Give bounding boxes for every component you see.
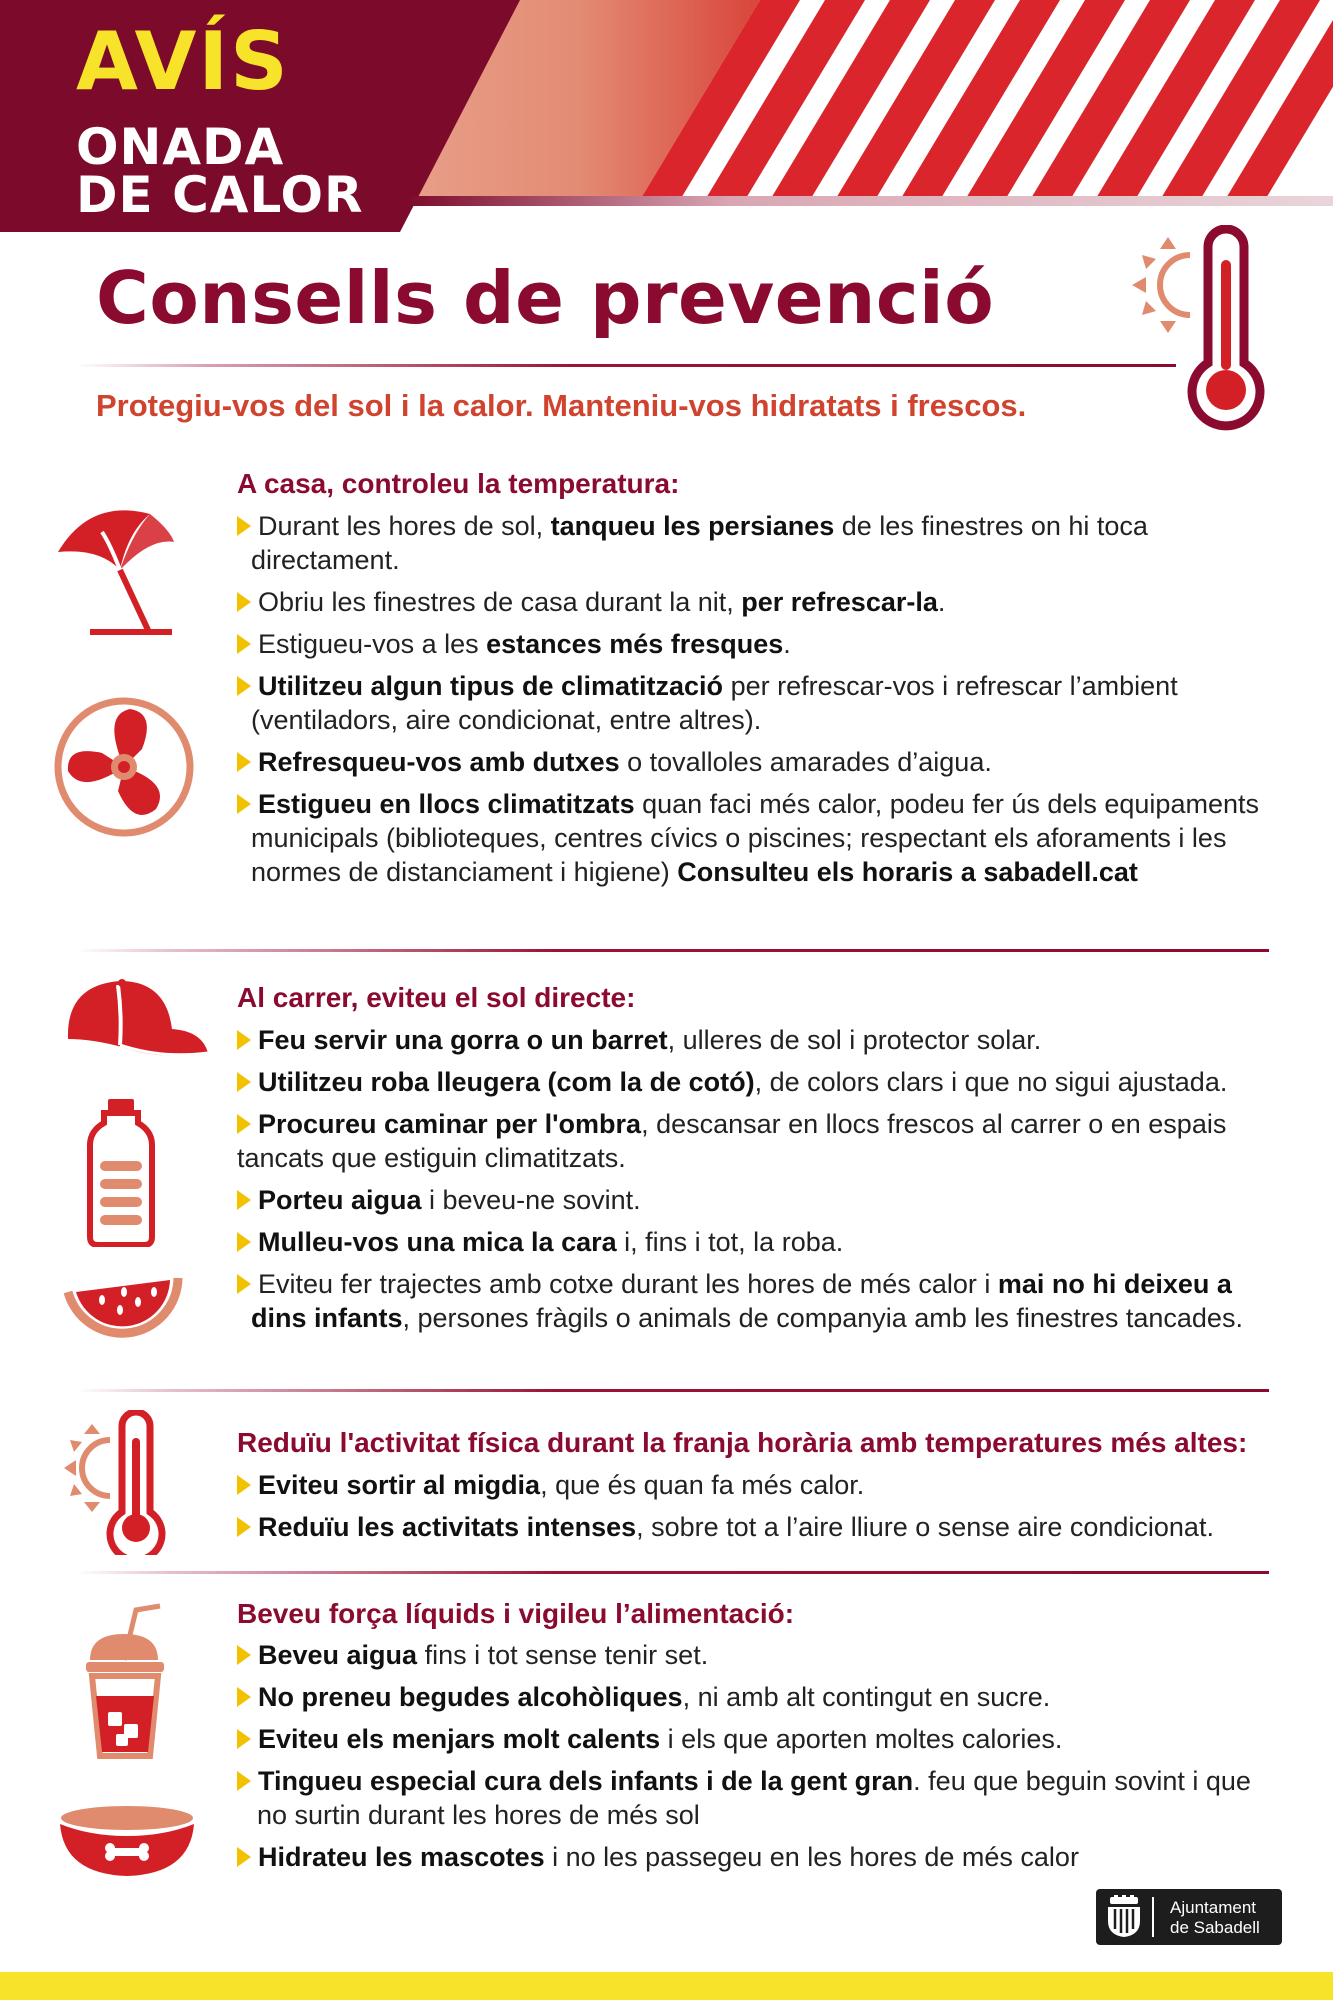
bullet-arrow-icon — [237, 676, 251, 696]
bullet-arrow-icon — [237, 1114, 251, 1134]
logo-text-line1: Ajuntament — [1170, 1898, 1256, 1917]
list-item: Durant les hores de sol, tanqueu les persianes de les finestres on hi toca directament. — [237, 509, 1277, 577]
page-subtitle: Protegiu-vos del sol i la calor. Manteniu-vos hidratats i frescos. — [96, 388, 1027, 423]
list-item: Estigueu-vos a les estances més fresques. — [237, 627, 1277, 661]
watermelon-icon — [62, 1272, 184, 1354]
header-banner — [0, 0, 1333, 232]
section-list-home — [237, 509, 1277, 897]
sun-thermometer-icon — [1128, 225, 1278, 435]
list-item: Estigueu en llocs climatitzats quan faci més calor, podeu fer ús dels equipaments municipals (biblioteques, centres cívics o piscines; respectant els aforaments i les normes de distanciament i higiene) Consulteu els horaris a sabadell.cat — [237, 787, 1277, 889]
list-item: Utilitzeu algun tipus de climatització per refrescar-vos i refrescar l’ambient (ventiladors, aire condicionat, entre altres). — [237, 669, 1277, 737]
bullet-arrow-icon — [237, 1030, 251, 1050]
list-item: Procureu caminar per l'ombra, descansar en llocs frescos al carrer o en espais tancats que estiguin climatitzats. — [237, 1109, 1227, 1173]
title-divider — [76, 364, 1176, 367]
iced-drink-icon — [80, 1600, 170, 1762]
section-heading-activity: Reduïu l'activitat física durant la franja horària amb temperatures més altes: — [237, 1427, 1248, 1458]
list-item: Obriu les finestres de casa durant la nit, per refrescar-la. — [237, 585, 1277, 619]
bullet-arrow-icon — [237, 592, 251, 612]
sun-thermometer-icon — [64, 1410, 180, 1555]
bullet-arrow-icon — [237, 1687, 251, 1707]
section-list-hydration — [237, 1638, 1277, 1882]
fan-icon — [52, 695, 196, 839]
bullet-arrow-icon — [237, 1645, 251, 1665]
list-item: Tingueu especial cura dels infants i de la gent gran. feu que beguin sovint i que no surtin durant les hores de més sol — [237, 1764, 1277, 1832]
section-list-activity — [237, 1468, 1277, 1552]
city-council-logo — [1096, 1889, 1282, 1945]
section-divider — [76, 949, 1269, 952]
water-bottle-icon — [86, 1097, 156, 1247]
bullet-arrow-icon — [237, 1072, 251, 1092]
page-title: Consells de prevenció — [96, 256, 995, 340]
cap-icon — [62, 975, 210, 1067]
logo-text-line2: de Sabadell — [1170, 1918, 1260, 1937]
bullet-arrow-icon — [237, 1274, 251, 1294]
list-item: Eviteu els menjars molt calents i els que aporten moltes calories. — [237, 1722, 1277, 1756]
list-item: Feu servir una gorra o un barret, ulleres de sol i protector solar. — [237, 1023, 1277, 1057]
alert-title-line1: ONADA — [76, 118, 285, 176]
bullet-arrow-icon — [237, 752, 251, 772]
list-item: Hidrateu les mascotes i no les passegeu en les hores de més calor — [237, 1840, 1277, 1874]
bullet-arrow-icon — [237, 516, 251, 536]
section-divider — [76, 1571, 1269, 1574]
bullet-arrow-icon — [237, 794, 251, 814]
bullet-arrow-icon — [237, 1771, 251, 1791]
section-heading-home: A casa, controleu la temperatura: — [237, 468, 680, 499]
section-heading-hydration: Beveu força líquids i vigileu l’alimentació: — [237, 1598, 795, 1629]
bullet-arrow-icon — [237, 634, 251, 654]
list-item: No preneu begudes alcohòliques, ni amb alt contingut en sucre. — [237, 1680, 1277, 1714]
list-item: Porteu aigua i beveu-ne sovint. — [237, 1183, 1277, 1217]
footer-band — [0, 1972, 1333, 2000]
logo-divider — [1152, 1897, 1154, 1937]
section-heading-street: Al carrer, eviteu el sol directe: — [237, 982, 636, 1013]
alert-title-line2: DE CALOR — [76, 166, 364, 224]
list-item: Refresqueu-vos amb dutxes o tovalloles amarades d’aigua. — [237, 745, 1277, 779]
bullet-arrow-icon — [237, 1190, 251, 1210]
beach-umbrella-icon — [50, 500, 180, 640]
list-item: Mulleu-vos una mica la cara i, fins i tot, la roba. — [237, 1225, 1277, 1259]
bullet-arrow-icon — [237, 1475, 251, 1495]
bullet-arrow-icon — [237, 1729, 251, 1749]
list-item: Eviteu fer trajectes amb cotxe durant les hores de més calor i mai no hi deixeu a dins infants, persones fràgils o animals de companyia amb les finestres tancades. — [237, 1267, 1277, 1335]
bullet-arrow-icon — [237, 1847, 251, 1867]
section-list-street — [237, 1023, 1277, 1343]
section-divider — [76, 1389, 1269, 1392]
pet-bowl-icon — [54, 1802, 200, 1880]
alert-label: AVÍS — [76, 15, 290, 108]
bullet-arrow-icon — [237, 1232, 251, 1252]
sabadell-coat-of-arms-icon — [1102, 1895, 1146, 1939]
list-item: Eviteu sortir al migdia, que és quan fa més calor. — [237, 1468, 1277, 1502]
list-item: Utilitzeu roba lleugera (com la de cotó), de colors clars i que no sigui ajustada. — [237, 1065, 1277, 1099]
bullet-arrow-icon — [237, 1517, 251, 1537]
list-item: Reduïu les activitats intenses, sobre tot a l’aire lliure o sense aire condicionat. — [237, 1510, 1277, 1544]
list-item: Beveu aigua fins i tot sense tenir set. — [237, 1638, 1277, 1672]
